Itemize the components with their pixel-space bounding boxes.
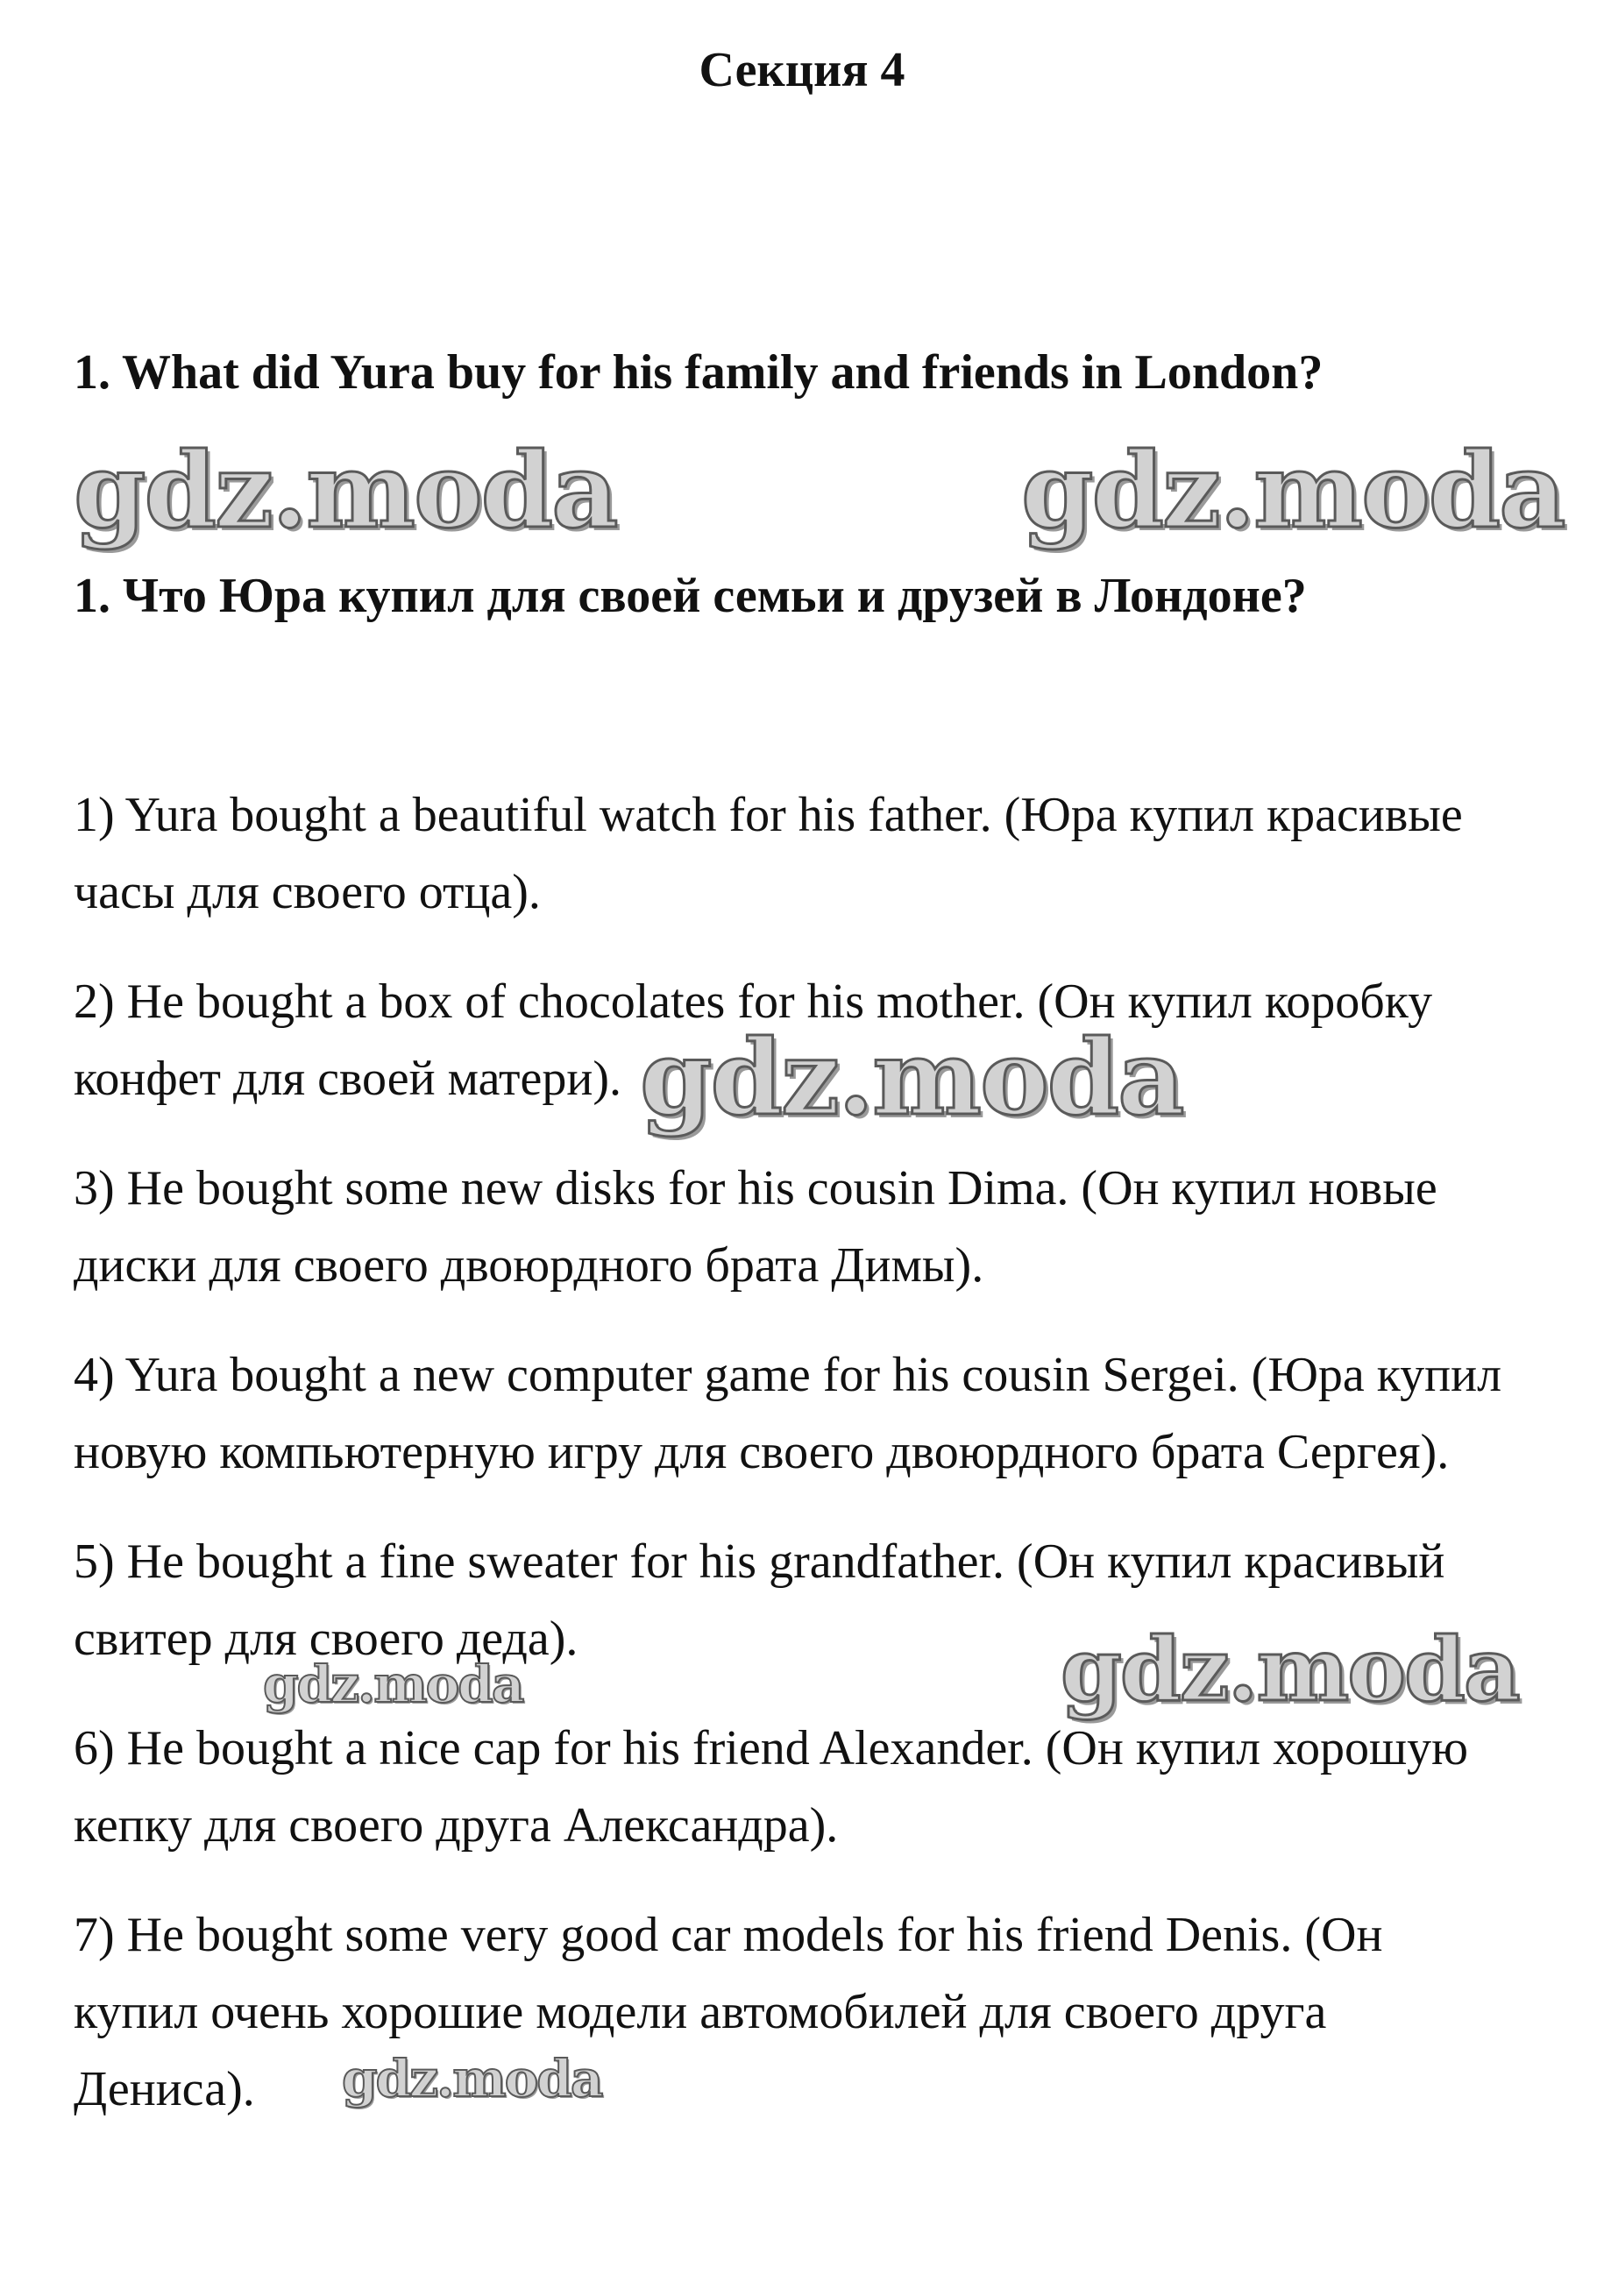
watermark-logo: gdz.moda bbox=[1021, 429, 1565, 551]
answer-item-4 bbox=[74, 1336, 1581, 1491]
answer-item-7 bbox=[74, 1896, 1581, 2128]
question-english: 1. What did Yura buy for his family and friends in London? bbox=[74, 345, 1324, 400]
watermark-logo: gdz.moda bbox=[640, 1017, 1183, 1138]
answer-item-3 bbox=[74, 1150, 1581, 1304]
answer-line: 6) He bought a nice cap for his friend Alexander. (Он купил хорошую bbox=[74, 1721, 1468, 1775]
answer-line: купил очень хорошие модели автомобилей для своего друга bbox=[74, 1985, 1327, 2039]
answer-line: 1) Yura bought a beautiful watch for his father. (Юра купил красивые bbox=[74, 788, 1463, 842]
watermark-logo: gdz.moda bbox=[74, 429, 617, 551]
answer-line: 5) He bought a fine sweater for his grandfather. (Он купил красивый bbox=[74, 1534, 1445, 1589]
answer-item-6 bbox=[74, 1710, 1581, 1864]
answer-item-2 bbox=[74, 963, 1581, 1117]
answer-line: 3) He bought some new disks for his cousin Dima. (Он купил новые bbox=[74, 1161, 1437, 1215]
watermark-logo: gdz.moda bbox=[1061, 1618, 1519, 1721]
answer-line: свитер для своего деда). bbox=[74, 1612, 578, 1666]
answer-line: часы для своего отца). bbox=[74, 865, 541, 919]
question-russian: 1. Что Юра купил для своей семьи и друзей в Лондоне? bbox=[74, 569, 1307, 623]
answer-line: Дениса). bbox=[74, 2062, 255, 2116]
watermark-logo: gdz.moda bbox=[263, 1655, 523, 1714]
answer-item-1 bbox=[74, 776, 1581, 931]
answer-line: 7) He bought some very good car models for his friend Denis. (Он bbox=[74, 1908, 1383, 1962]
answer-item-5 bbox=[74, 1523, 1581, 1677]
answer-line: кепку для своего друга Александра). bbox=[74, 1798, 839, 1853]
answer-line: новую компьютерную игру для своего двоюрдного брата Сергея). bbox=[74, 1425, 1450, 1479]
section-title: Секция 4 bbox=[699, 43, 905, 97]
watermark-logo: gdz.moda bbox=[342, 2049, 602, 2108]
answer-line: диски для своего двоюрдного брата Димы). bbox=[74, 1238, 984, 1293]
answer-line: конфет для своей матери). bbox=[74, 1052, 621, 1106]
answer-line: 4) Yura bought a new computer game for his cousin Sergei. (Юра купил bbox=[74, 1348, 1502, 1402]
answer-line: 2) He bought a box of chocolates for his mother. (Он купил коробку bbox=[74, 974, 1433, 1029]
